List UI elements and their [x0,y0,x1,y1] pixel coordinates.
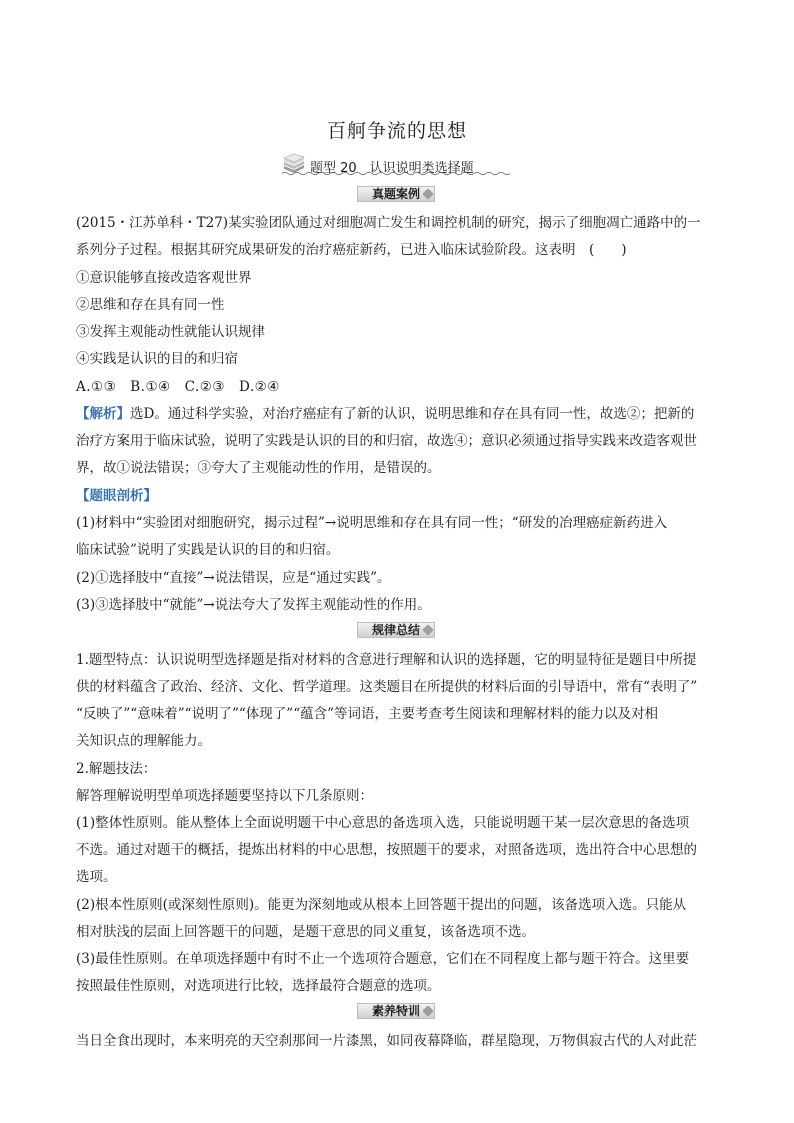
rules-line-8: 不选。通过对题干的概括，提炼出材料的中心思想，按照题干的要求，对照备选项，选出符合中心思想的 [76,842,697,858]
section-label-training: 素养特训 [371,1004,420,1018]
rules-line-7: (1)整体性原则。能从整体上全面说明题干中心意思的备选项入选，只能说明题干某一层次意思的备选项 [76,815,690,831]
diamond-icon [422,188,433,199]
rules-line-3: “反映了”“意味着”“说明了”“体现了”“蕴含”等词语，主要考查考生阅读和理解材料的能力以及对相 [76,706,659,722]
question-type-heading [282,153,512,175]
analysis-line-2: 治疗方案用于临床试验，说明了实践是认识的目的和归宿，故选④；意识必须通过指导实践来改造客观世 [76,433,697,449]
rules-line-2: 供的材料蕴含了政治、经济、文化、哲学道理。这类题目在所提供的材料后面的引导语中，常有“表明了” [76,679,698,695]
wavy-underline [282,171,512,176]
statement-item-2: ②思维和存在具有同一性 [76,297,225,313]
section-banner-rules [357,622,435,638]
section-banner-training [357,1003,435,1019]
analysis-line-3: 界，故①说法错误；③夸大了主观能动性的作用，是错误的。 [76,460,441,476]
rules-line-5: 2.解题技法： [76,761,157,777]
training-line-1: 当日全食出现时，本来明亮的天空刹那间一片漆黑，如同夜幕降临，群星隐现，万物俱寂古代的人对此茫 [76,1033,697,1049]
rules-line-9: 选项。 [76,869,117,885]
section-label-rules: 规律总结 [371,623,420,637]
book-stack-icon [282,153,306,173]
statement-item-4: ④实践是认识的目的和归宿 [76,351,238,367]
eye-line-1: (1)材料中“实验团对细胞研究，揭示过程”→说明思维和存在具有同一性；“研发的冶理癌症新药进入 [76,515,668,531]
eye-analysis-label: 【题眼剖析】 [76,488,157,504]
question-text-line-2: 系列分子过程。根据其研究成果研发的治疗癌症新药，已进入临床试验阶段。这表明 ( ) [76,242,627,258]
statement-item-3: ③发挥主观能动性就能认识规律 [76,324,265,340]
rules-line-6: 解答理解说明型单项选择题要坚持以下几条原则： [76,788,373,804]
rules-line-11: 相对肤浅的层面上回答题干的问题，是题干意思的同义重复，该备选项不选。 [76,924,535,940]
diamond-icon [422,1005,433,1016]
rules-line-1: 1.题型特点：认识说明型选择题是指对材料的含意进行理解和认识的选择题，它的明显特征是题目中所提 [76,652,697,668]
analysis-text-1: 选D。通过科学实验，对治疗癌症有了新的认识，说明思维和存在具有同一性，故选②；把新的 [130,406,695,422]
eye-line-2: 临床试验”说明了实践是认识的目的和归宿。 [76,542,340,558]
rules-line-10: (2)根本性原则(或深刻性原则)。能更为深刻地或从根本上回答题干提出的问题，该备选项入选。只能从 [76,897,687,913]
analysis-line-1 [76,402,726,422]
statement-item-1: ①意识能够直接改造客观世界 [76,270,252,286]
page-title: 百舸争流的思想 [326,120,467,142]
diamond-icon [422,624,433,635]
section-label-cases: 真题案例 [371,187,420,201]
analysis-label: 【解析】 [76,406,130,422]
eye-line-3: (2)①选择肢中“直接”→说法错误，应是“通过实践”。 [76,570,391,586]
question-text-line-1: (2015・江苏单科・T27)某实验团队通过对细胞凋亡发生和调控机制的研究，揭示了细胞凋亡通路中的一 [76,215,701,231]
section-banner-cases [357,186,435,202]
answer-options: A.①③ B.①④ C.②③ D.②④ [76,379,280,395]
subtitle-text: 题型 20 认识说明类选择题 [310,161,474,176]
rules-line-13: 按照最佳性原则，对选项进行比较，选择最符合题意的选项。 [76,978,441,994]
eye-line-4: (3)③选择肢中“就能”→说法夸大了发挥主观能动性的作用。 [76,597,431,613]
rules-line-4: 关知识点的理解能力。 [76,733,211,749]
rules-line-12: (3)最佳性原则。在单项选择题中有时不止一个选项符合题意，它们在不同程度上都与题干符合。这里要 [76,951,690,967]
